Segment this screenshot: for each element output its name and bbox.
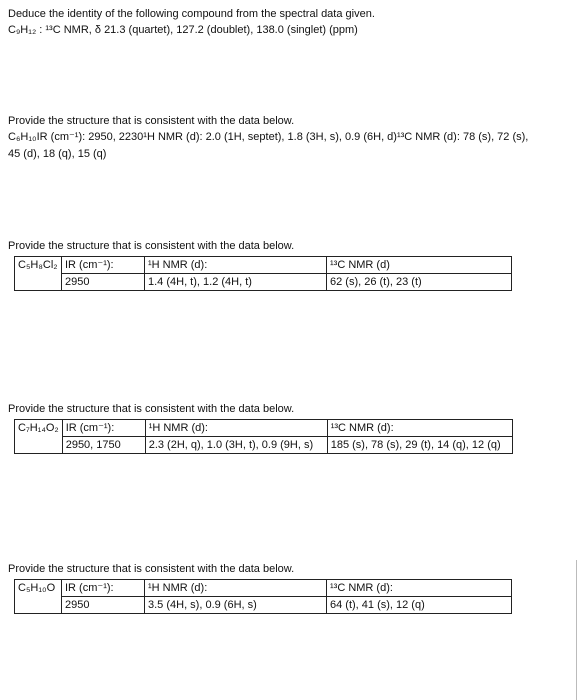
cnmr-value: 185 (s), 78 (s), 29 (t), 14 (q), 12 (q)	[327, 437, 512, 454]
cnmr-label: ¹³C NMR (d):	[327, 420, 512, 437]
cnmr-label: ¹³C NMR (d)	[327, 257, 512, 274]
cnmr-label: ¹³C NMR (d):	[327, 580, 512, 597]
formula-cell: C₅H₁₀O	[15, 580, 62, 614]
formula-cell: C₅H₈Cl₂	[15, 257, 62, 291]
ir-value: 2950, 1750	[62, 437, 145, 454]
hnmr-label: ¹H NMR (d):	[145, 580, 327, 597]
cnmr-value: 62 (s), 26 (t), 23 (t)	[327, 274, 512, 291]
question-1-spectral-data: C₉H₁₂ : ¹³C NMR, δ 21.3 (quartet), 127.2 (doublet), 138.0 (singlet) (ppm)	[8, 24, 358, 36]
question-1-prompt: Deduce the identity of the following compound from the spectral data given.	[8, 8, 375, 20]
hnmr-value: 2.3 (2H, q), 1.0 (3H, t), 0.9 (9H, s)	[145, 437, 327, 454]
question-5-prompt: Provide the structure that is consistent with the data below.	[8, 563, 295, 575]
hnmr-value: 3.5 (4H, s), 0.9 (6H, s)	[145, 597, 327, 614]
question-4-prompt: Provide the structure that is consistent with the data below.	[8, 403, 295, 415]
question-4-data-table	[14, 419, 513, 454]
question-2-prompt: Provide the structure that is consistent with the data below.	[8, 115, 295, 127]
hnmr-label: ¹H NMR (d):	[145, 257, 327, 274]
formula-cell: C₇H₁₄O₂	[15, 420, 63, 454]
cnmr-value: 64 (t), 41 (s), 12 (q)	[327, 597, 512, 614]
ir-label: IR (cm⁻¹):	[62, 580, 145, 597]
ir-label: IR (cm⁻¹):	[62, 420, 145, 437]
question-3-data-table	[14, 256, 512, 291]
ir-value: 2950	[62, 274, 145, 291]
ir-label: IR (cm⁻¹):	[62, 257, 145, 274]
ir-value: 2950	[62, 597, 145, 614]
question-5-data-table	[14, 579, 512, 614]
question-2-spectral-data: C₆H₁₀IR (cm⁻¹): 2950, 2230¹H NMR (d): 2.0 (1H, septet), 1.8 (3H, s), 0.9 (6H, d)¹³C NMR (d): 78 (s), 72 (s),	[8, 131, 529, 143]
hnmr-value: 1.4 (4H, t), 1.2 (4H, t)	[145, 274, 327, 291]
page-edge-divider	[576, 560, 577, 700]
hnmr-label: ¹H NMR (d):	[145, 420, 327, 437]
question-3-prompt: Provide the structure that is consistent with the data below.	[8, 240, 295, 252]
question-2-spectral-data-continued: 45 (d), 18 (q), 15 (q)	[8, 148, 107, 160]
